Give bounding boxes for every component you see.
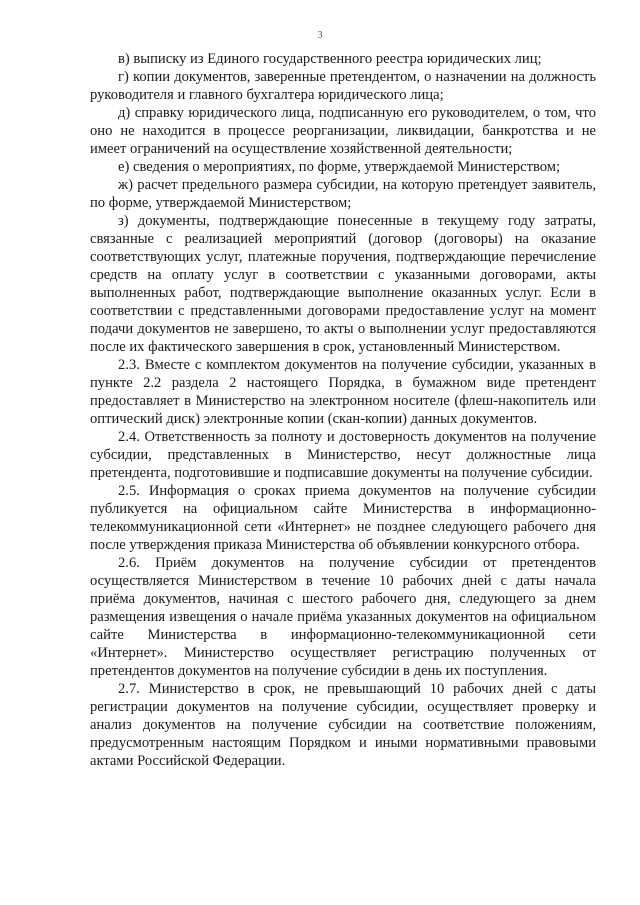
paragraph-item-g: г) копии документов, заверенные претендентом, о назначении на должность руководителя и главного бухгалтера юридического лица; <box>90 69 596 103</box>
paragraph-item-zh: ж) расчет предельного размера субсидии, на которую претендует заявитель, по форме, утверждаемой Министерством; <box>90 177 596 211</box>
paragraph-section-2-4: 2.4. Ответственность за полноту и достоверность документов на получение субсидии, представленных в Министерство, несут должностные лица претендента, подготовившие и подписавшие документы на получение субсидии. <box>90 429 596 481</box>
paragraph-item-v: в) выписку из Единого государственного реестра юридических лиц; <box>118 51 542 67</box>
paragraph-section-2-7: 2.7. Министерство в срок, не превышающий 10 рабочих дней с даты регистрации документов на получение субсидии, осуществляет проверку и анализ документов на получение субсидии на соответствие положениям, предусмотренным настоящим Порядком и иными нормативными правовыми актами Российской Федерации. <box>90 681 596 769</box>
paragraph-section-2-6: 2.6. Приём документов на получение субсидии от претендентов осуществляется Министерством в течение 10 рабочих дней с даты начала приёма документов, начиная с шестого рабочего дня, следующего за днем размещения извещения о начале приёма указанных документов на официальном сайте Министерства в информационно-телекоммуникационной сети «Интернет». Министерство осуществляет регистрацию полученных от претендентов документов на получение субсидии в день их поступления. <box>90 555 596 679</box>
paragraph-section-2-3: 2.3. Вместе с комплектом документов на получение субсидии, указанных в пункте 2.2 раздела 2 настоящего Порядка, в бумажном виде претендент предоставляет в Министерство на электронном носителе (флеш-накопитель или оптический диск) электронные копии (скан-копии) данных документов. <box>90 357 596 427</box>
paragraph-item-z: з) документы, подтверждающие понесенные в текущему году затраты, связанные с реализацией мероприятий (договор (договоры) на оказание соответствующих услуг, платежные поручения, подтверждающие перечисление средств на оплату услуг в соответствии с указанными договорами, акты выполненных работ, подтверждающие выполнение оказанных услуг. Если в соответствии с представленными договорами предоставление услуг на момент подачи документов не завершено, то акты о выполнении услуг предоставляются после их фактического завершения в срок, установленный Министерством. <box>90 213 596 355</box>
paragraph-item-d: д) справку юридического лица, подписанную его руководителем, о том, что оно не находится в процессе реорганизации, ликвидации, банкротства и не имеет ограничений на осуществление хозяйственной деятельности; <box>90 105 596 157</box>
paragraph-section-2-5: 2.5. Информация о сроках приема документов на получение субсидии публикуется на официальном сайте Министерства в информационно-телекоммуникационной сети «Интернет» не позднее следующего рабочего дня после утверждения приказа Министерства об объявлении конкурсного отбора. <box>90 483 596 553</box>
paragraph-item-e: е) сведения о мероприятиях, по форме, утверждаемой Министерством; <box>118 159 561 175</box>
page-number: 3 <box>317 30 323 41</box>
